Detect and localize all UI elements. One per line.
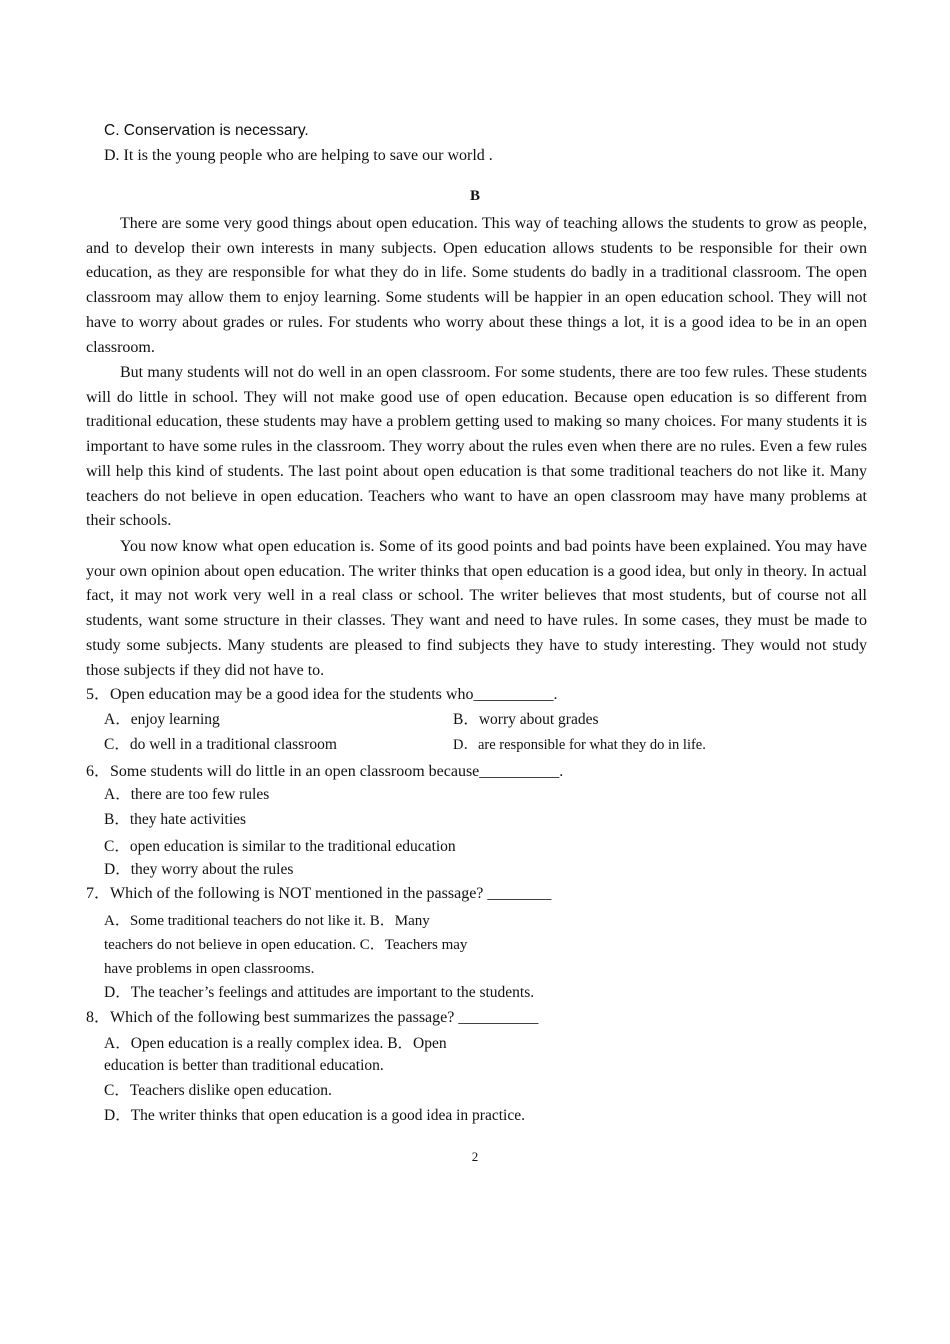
prev-option-d: D. It is the young people who are helping to save our world . (104, 147, 493, 164)
prev-option-c: C. Conservation is necessary. (104, 122, 309, 139)
passage-paragraph-1: There are some very good things about open education. This way of teaching allows the students to grow as people, and to develop their own interests in many subjects. Open education allows students to be responsible for their own education, as they are responsible for what they do in life. Some students do badly in a traditional classroom. The open classroom may allow them to enjoy learning. Some students will be happier in an open education school. They will not have to worry about grades or rules. For students who worry about these things a lot, it is a good idea to be in an open classroom. (86, 215, 867, 356)
question-6-option-c: C．open education is similar to the traditional education (104, 838, 456, 855)
question-7-options-abc: A．Some traditional teachers do not like it. B．Many teachers do not believe in open education. C．Teachers may have problems in open classrooms. (104, 913, 468, 977)
question-5-option-c: C．do well in a traditional classroom (104, 736, 337, 753)
page-number: 2 (471, 1149, 479, 1164)
section-heading: B (469, 188, 480, 204)
question-5-option-a: A．enjoy learning (104, 711, 220, 728)
passage-paragraph-2: But many students will not do well in an open classroom. For some students, there are too few rules. These students will do little in school. They will not make good use of open education. Because open education is so different from traditional education, these students may have a problem getting used to making so many choices. For many students it is important to have some rules in the classroom. They worry about the rules even when there are no rules. Even a few rules will help this kind of students. The last point about open education is that some traditional teachers do not like it. Many teachers do not believe in open education. Teachers who want to have an open classroom may have many problems at their schools. (86, 364, 867, 530)
question-5-stem: 5．Open education may be a good idea for the students who__________. (86, 686, 558, 703)
question-8-stem: 8．Which of the following best summarizes the passage? __________ (86, 1009, 539, 1026)
passage-paragraph-3: You now know what open education is. Some of its good points and bad points have been explained. You may have your own opinion about open education. The writer thinks that open education is a good idea, but only in theory. In actual fact, it may not work very well in a real class or school. The writer believes that most students, but of course not all students, want some structure in their classes. They want and need to have rules. In some cases, they must be made to study some subjects. Many students are pleased to find subjects they have to study interesting. They would not study those subjects if they did not have to. (86, 538, 867, 679)
question-8-option-c: C．Teachers dislike open education. (104, 1082, 332, 1099)
question-7-option-d: D．The teacher’s feelings and attitudes are important to the students. (104, 984, 535, 1001)
question-6-option-a: A．there are too few rules (104, 786, 270, 803)
question-5-option-d: D．are responsible for what they do in life. (453, 737, 706, 753)
question-6-stem: 6．Some students will do little in an open classroom because__________. (86, 763, 564, 780)
question-5-option-b: B．worry about grades (453, 711, 599, 728)
question-7-stem: 7．Which of the following is NOT mentioned in the passage? ________ (86, 885, 552, 902)
question-6-option-b: B．they hate activities (104, 811, 247, 828)
question-8-options-ab: A．Open education is a really complex idea. B．Open education is better than traditional education. (104, 1035, 447, 1074)
question-6-option-d: D．they worry about the rules (104, 861, 294, 878)
question-8-option-d: D．The writer thinks that open education is a good idea in practice. (104, 1107, 525, 1124)
